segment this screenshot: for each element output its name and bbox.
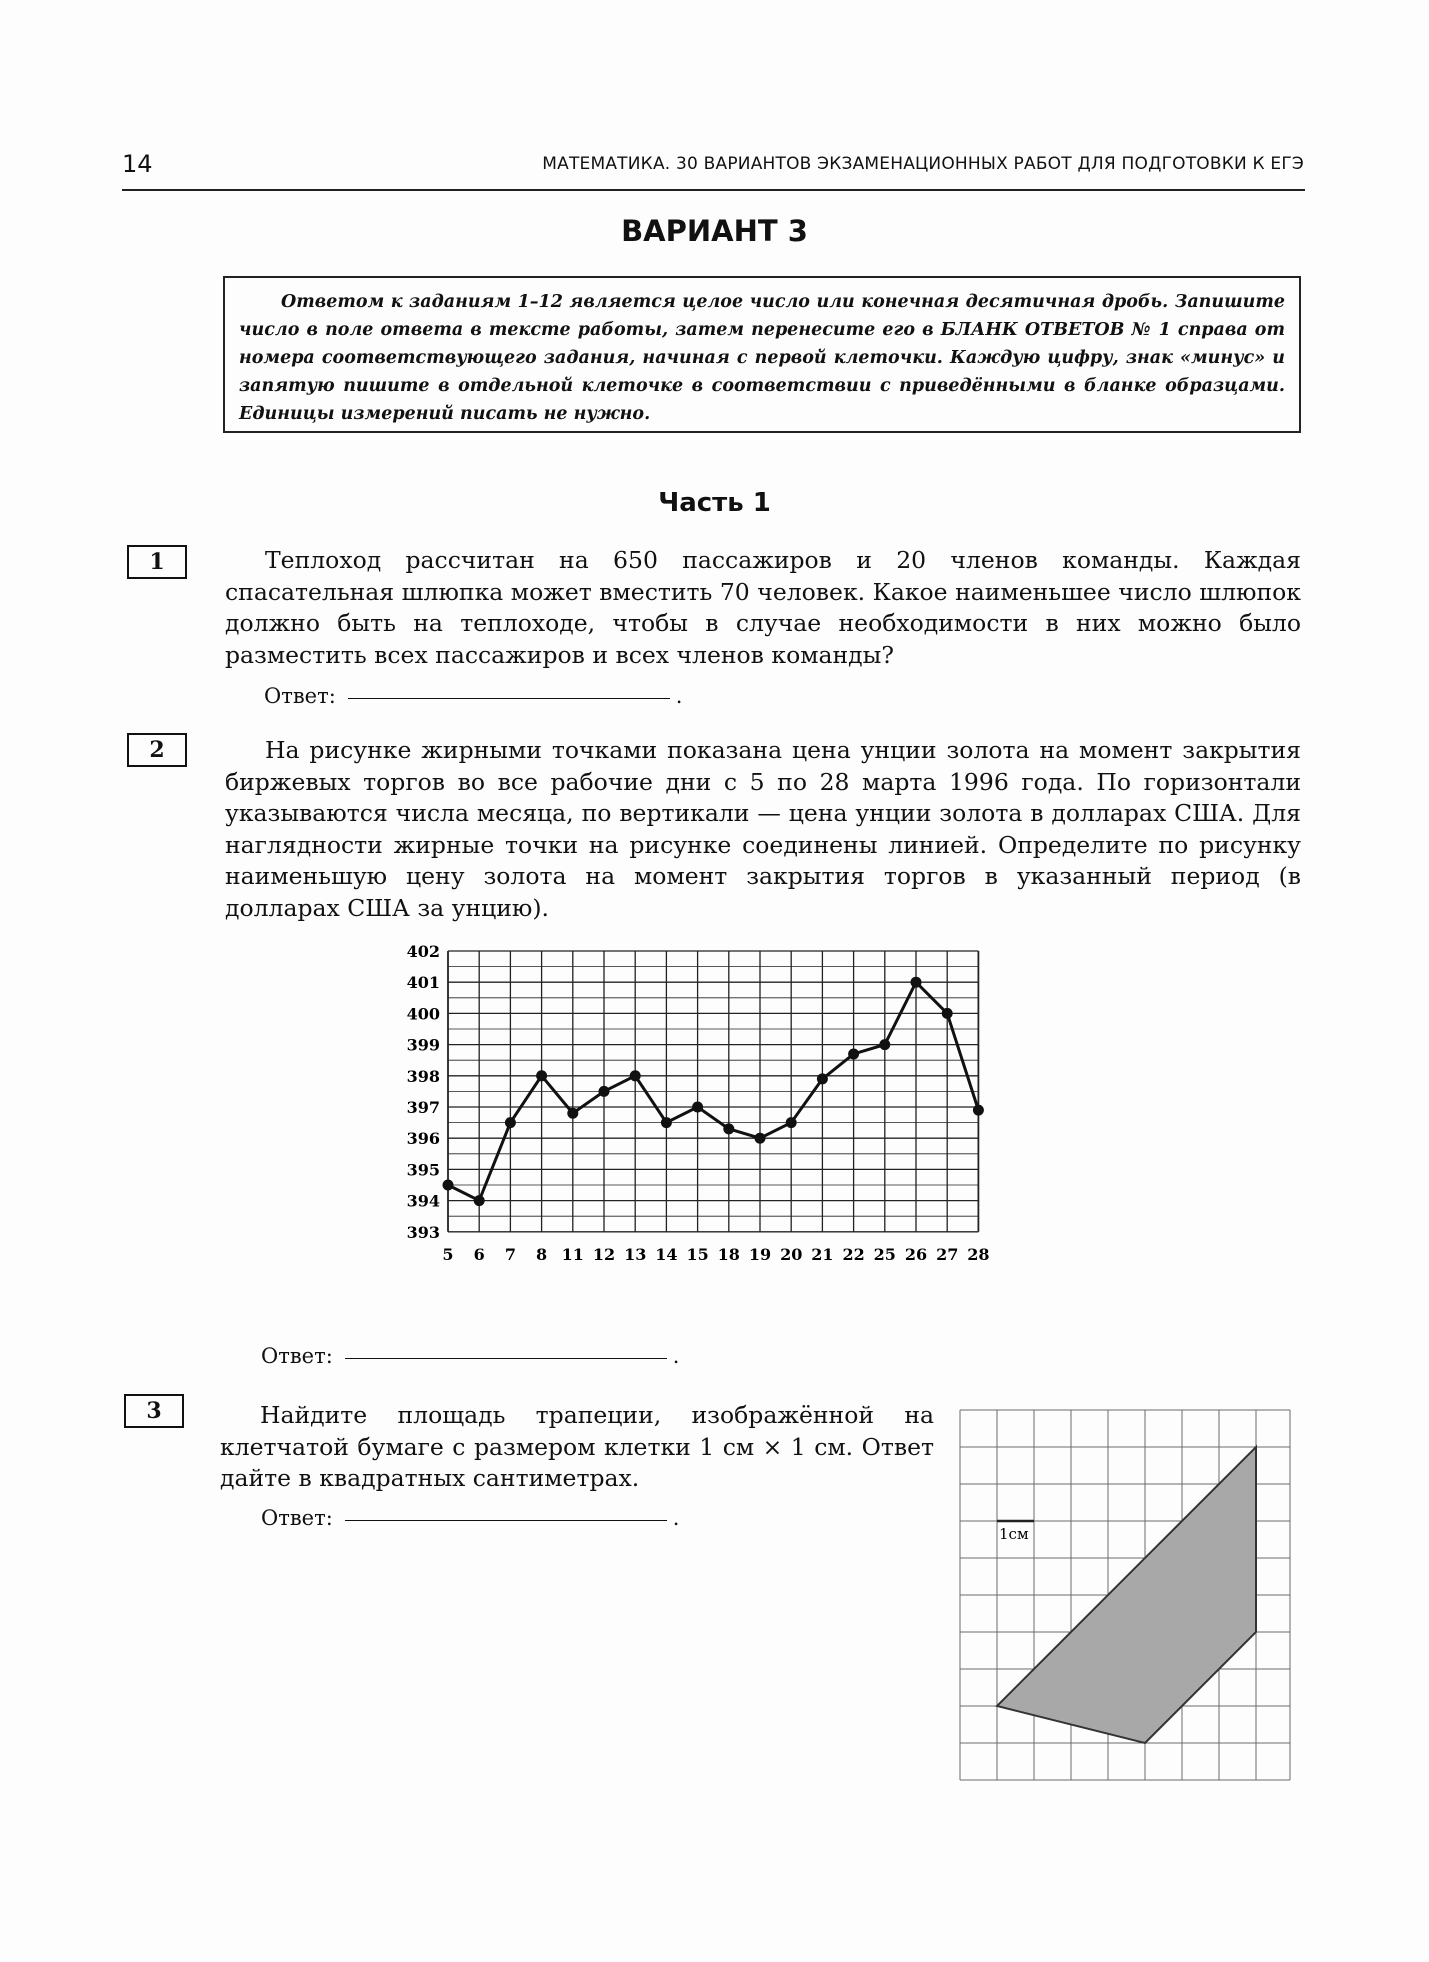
x-tick-label: 19 — [748, 1244, 772, 1264]
part-title: Часть 1 — [658, 488, 771, 518]
data-point — [755, 1133, 766, 1144]
data-point — [848, 1048, 859, 1059]
data-point — [661, 1117, 672, 1128]
answer-label: Ответ: — [264, 684, 336, 708]
data-point — [911, 977, 922, 988]
task-1-answer-field[interactable] — [348, 698, 670, 699]
page-number: 14 — [122, 150, 153, 178]
data-point — [443, 1180, 454, 1191]
data-point — [817, 1073, 828, 1084]
x-tick-label: 8 — [536, 1244, 548, 1264]
data-point — [536, 1070, 547, 1081]
y-tick-label: 395 — [406, 1160, 440, 1180]
task-3-number: 3 — [124, 1394, 184, 1428]
y-tick-label: 398 — [406, 1066, 440, 1086]
data-point — [505, 1117, 516, 1128]
y-tick-label: 401 — [406, 973, 440, 993]
y-tick-label: 397 — [406, 1098, 440, 1117]
y-tick-label: 400 — [406, 1004, 440, 1024]
data-point — [723, 1123, 734, 1134]
y-tick-label: 402 — [406, 942, 440, 961]
header-divider — [122, 189, 1305, 191]
x-tick-label: 25 — [873, 1244, 896, 1264]
x-tick-label: 27 — [936, 1244, 959, 1264]
y-tick-label: 399 — [406, 1035, 440, 1055]
x-tick-label: 13 — [624, 1244, 647, 1264]
data-point — [567, 1108, 578, 1119]
x-tick-label: 15 — [686, 1244, 709, 1264]
task-2-number: 2 — [127, 733, 187, 767]
trapezoid-figure — [955, 1405, 1295, 1785]
x-tick-label: 20 — [780, 1244, 803, 1264]
task-3-text: Найдите площадь трапеции, изображённой на клетчатой бумаге с размером клетки 1 см × 1 см. Ответ дайте в квадратных сантиметрах. — [220, 1401, 934, 1492]
x-tick-label: 11 — [561, 1244, 584, 1264]
x-tick-label: 28 — [967, 1244, 990, 1264]
y-tick-label: 396 — [406, 1129, 440, 1149]
gold-price-chart — [380, 940, 1140, 1340]
y-tick-label: 394 — [406, 1191, 440, 1211]
x-tick-label: 14 — [655, 1244, 678, 1264]
data-point — [879, 1039, 890, 1050]
instructions-box: Ответом к заданиям 1–12 является целое число или конечная десятичная дробь. Запишите число в поле ответа в тексте работы, затем перенесите его в БЛАНК ОТВЕТОВ № 1 справа от номера соответствующего задания, начиная с первой клеточки. Каждую цифру, знак «минус» и запятую пишите в отдельной клеточке в соответствии с приведёнными в бланке образцами. Единицы измерений писать не нужно. — [223, 276, 1301, 433]
answer-label: Ответ: — [261, 1506, 333, 1530]
x-tick-label: 6 — [473, 1244, 485, 1264]
data-point — [630, 1070, 641, 1081]
x-tick-label: 21 — [811, 1244, 834, 1264]
book-title: МАТЕМАТИКА. 30 ВАРИАНТОВ ЭКЗАМЕНАЦИОННЫХ РАБОТ ДЛЯ ПОДГОТОВКИ К ЕГЭ — [542, 154, 1304, 174]
data-point — [786, 1117, 797, 1128]
data-point — [973, 1105, 984, 1116]
x-tick-label: 22 — [842, 1244, 865, 1264]
answer-label: Ответ: — [261, 1344, 333, 1368]
x-tick-label: 7 — [504, 1244, 516, 1264]
data-point — [474, 1195, 485, 1206]
x-tick-label: 12 — [592, 1244, 616, 1264]
x-tick-label: 5 — [442, 1244, 454, 1264]
data-point — [692, 1102, 703, 1113]
task-2-text: На рисунке жирными точками показана цена унции золота на момент закрытия биржевых торгов во все рабочие дни с 5 по 28 марта 1996 года. По горизонтали указываются числа месяца, по вертикали — цена унции золота в долларах США. Для наглядности жирные точки на рисунке соединены линией. Определите по рисунку наименьшую цену золота на момент закрытия торгов в указанный период (в долларах США за унцию). — [225, 736, 1301, 922]
x-tick-label: 26 — [904, 1244, 928, 1264]
task-2-answer: Ответ: . — [261, 1344, 680, 1368]
task-3-answer-field[interactable] — [345, 1520, 667, 1521]
x-tick-label: 18 — [717, 1244, 740, 1264]
task-1-text: Теплоход рассчитан на 650 пассажиров и 20 членов команды. Каждая спасательная шлюпка может вместить 70 человек. Какое наименьшее число шлюпок должно быть на теплоходе, чтобы в случае необходимости в них можно было разместить всех пассажиров и всех членов команды? — [225, 546, 1301, 669]
y-tick-label: 393 — [406, 1222, 440, 1242]
variant-title: ВАРИАНТ 3 — [621, 214, 808, 248]
task-3-answer: Ответ: . — [261, 1506, 680, 1530]
cell-size-label: 1см — [999, 1525, 1029, 1543]
task-2-answer-field[interactable] — [345, 1358, 667, 1359]
task-1-number: 1 — [127, 545, 187, 579]
task-1-answer: Ответ: . — [264, 684, 683, 708]
data-point — [942, 1008, 953, 1019]
data-point — [599, 1086, 610, 1097]
